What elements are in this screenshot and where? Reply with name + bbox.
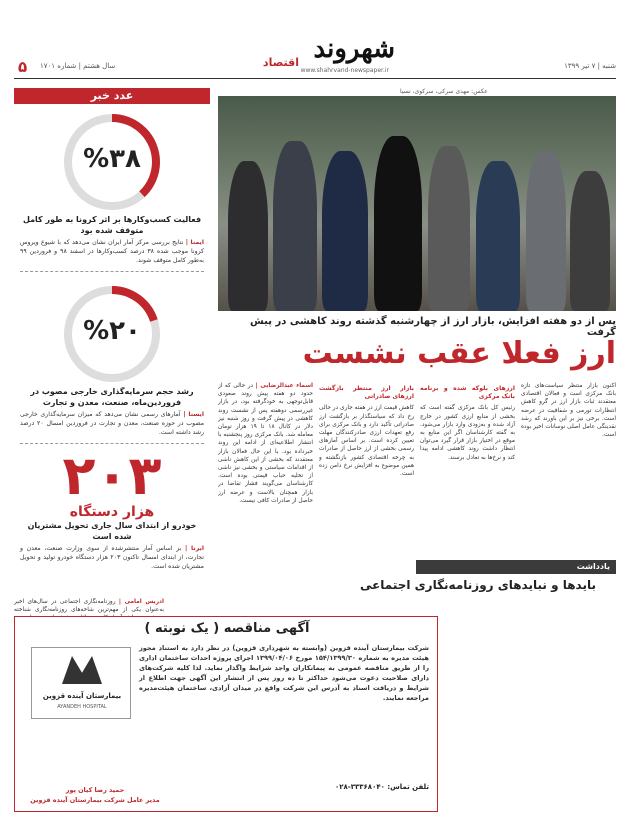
hospital-logo-en: AYANDEH HOSPITAL [57, 704, 107, 710]
big-number-source: ایرنا | [184, 545, 204, 552]
hospital-logo [31, 647, 131, 719]
ad-text: شرکت بیمارستان آینده قزوین (وابسته به شهرداری قزوین) در نظر دارد به استناد مجوز هیئت مدیره به شماره ۱۵۴/۱۳۹۹/۳۰ مورخ ۱۳۹۹/۰۴/۰۶ اجرای پروژه احداث ساختمان اداری را از طریق مناقصه عمومی به پیمانکاران واجد شرایط واگذار نماید. لذا کلیه شرکت‌های دارای صلاحیت دعوت می‌شود حداکثر تا ده روز پس از انتشار این آگهی جهت اطلاع از شرایط و دریافت اسناد به آدرس این شرکت واقع در میدان آزادی، ساختمان هیئت‌مدیره مراجعه نمایند. [139, 644, 430, 702]
ad-signature [25, 785, 165, 805]
gauge-1-value: %۳۸ [83, 144, 141, 174]
gauge-2 [14, 276, 210, 386]
stat-divider [20, 271, 204, 272]
header-divider [14, 78, 616, 79]
article-photo [218, 96, 616, 311]
gauge-2-value: %۲۰ [83, 316, 141, 346]
article-col-4-text: اکنون بازار منتظر سیاست‌های تازه بانک مرکزی است و فعالان اقتصادی معتقدند ثبات بازار ارز در گرو کاهش انتظارات تورمی و شفافیت در عرضه است. برخی نیز بر این باورند که رشد نقدینگی عامل اصلی نوسانات اخیر بوده است. [521, 383, 616, 439]
hospital-logo-icon [62, 656, 102, 684]
gauge-1 [14, 104, 210, 214]
article-headline: ارز فعلا عقب نشست [302, 336, 616, 371]
page-number: ۵ [18, 58, 28, 76]
logo-url: www.shahrvand-newspaper.ir [300, 67, 389, 74]
photo-credit: عکس: مهدی سرکی، سرکوی، نسیا [400, 88, 488, 95]
author-byline: اسماء عبدالرضایی | [255, 383, 313, 389]
logo-section: اقتصاد [262, 56, 299, 69]
tender-ad [14, 616, 438, 812]
photo-person [428, 146, 470, 311]
gauge-2-source: ایسنا | [183, 411, 204, 418]
logo-main: شهروند [313, 34, 395, 64]
ad-sign-role: مدیر عامل شرکت بیمارستان آینده قزوین [30, 796, 160, 804]
article-col-2-text: کاهش قیمت ارز در هفته جاری در حالی رخ داد که سیاستگذار بر بازگشت ارز صادراتی تأکید دارد و بانک مرکزی برای رفع تعهدات ارزی صادرکنندگان مهلت تعیین کرده است. بر اساس آمارهای رسمی بخشی از ارز حاصل از صادرات به چرخه اقتصادی کشور بازنگشته و همین موضوع به افزایش نرخ دامن زده است. [319, 405, 414, 478]
photo-person [526, 151, 566, 311]
note-section-bar [416, 560, 616, 574]
gauge-2-body [14, 408, 210, 439]
ad-sign-name: حمید رضا کیان پور [65, 786, 125, 794]
gauge-2-caption: رشد حجم سرمایه‌گذاری خارجی مصوب در فروردین‌ماه، صنعت، معدن و تجارت [30, 387, 194, 407]
note-title: بایدها و نبایدهای روزنامه‌نگاری اجتماعی [359, 578, 596, 592]
big-number-body [14, 542, 210, 573]
big-number: ۲۰۳ [62, 444, 162, 507]
photo-person [476, 161, 520, 311]
masthead [0, 0, 630, 86]
note-section-label: یادداشت [576, 562, 610, 571]
gauge-1-body [14, 236, 210, 267]
issue-date: شنبه | ۷ تیر ۱۳۹۹ [564, 62, 616, 70]
big-number-unit: هزار دستگاه [69, 504, 155, 520]
issue-number: سال هشتم | شماره ۱۷۰۱ [40, 62, 116, 70]
gauge-1-source: ایمنا | [185, 239, 204, 246]
photo-person [570, 171, 610, 311]
article-subhead: پس از دو هفته افزایش، بازار ارز از چهارشنبه گذشته روند کاهشی در پیش گرفت [250, 316, 616, 338]
stats-header: عدد خبر [14, 88, 210, 104]
article-intertitle-1: بازار ارز منتظر بازگشت ارزهای صادراتی [319, 385, 414, 401]
article-intertitle-2: ارزهای بلوکه شده و برنامه بانک مرکزی [420, 385, 515, 401]
article-col-3-text: رئیس کل بانک مرکزی گفته است که بخشی از منابع ارزی کشور در خارج آزاد شده و به‌زودی وارد بازار می‌شود. به گفته کارشناسان اگر این منابع به موقع در اختیار بازار قرار گیرد می‌توان انتظار داشت روند کاهشی ادامه پیدا کند و نرخ‌ها به تعادل برسند. [420, 405, 515, 461]
gauge-1-text: نتایج بررسی مرکز آمار ایران نشان می‌دهد که با شیوع ویروس کرونا موجب شده ۳۸ درصد کسب‌وکارها در اسفند ۹۸ و فروردین ۹۹ به‌طور کامل متوقف شوند. [20, 239, 204, 264]
photo-person [322, 151, 368, 311]
newspaper-logo [245, 34, 395, 76]
photo-person [228, 161, 268, 311]
gauge-2-text: آمارهای رسمی نشان می‌دهد که میزان سرمایه‌گذاری خارجی مصوب در حوزه صنعت، معدن و تجارت در فروردین امسال ۲۰ درصد رشد داشته است. [20, 411, 205, 436]
photo-person [273, 141, 317, 311]
note-author: ادریس امامی | [118, 599, 164, 605]
ad-phone: تلفن تماس: ۳۳۳۶۸۰۴۰-۰۲۸ [334, 783, 429, 791]
gauge-1-caption: فعالیت کسب‌وکارها بر اثر کرونا به طور کامل متوقف شده بود [22, 215, 202, 235]
note-col-1-text: روزنامه‌نگاری اجتماعی در سال‌های اخیر به‌عنوان یکی از مهم‌ترین شاخه‌های روزنامه‌نگاری شناخته [14, 599, 164, 614]
stats-column [14, 88, 210, 573]
article-col-1-text: در حالی که از حدود دو هفته پیش روند صعودی قابل‌توجهی به خودگرفته بود، در بازار غیررسمی دوهفته پس از نشست روند کاهشی در پیش گرفت و روز شنبه نیز دلار در کانال ۱۸ تا ۱۹ هزار تومان معامله شد. بانک مرکزی روز پنجشنبه با انتشار اطلاعیه‌ای از ادامه این روند خبرداده بود. با این حال فعالان بازار معتقدند که بخشی از این کاهش ناشی از اقدامات سیاستی و بخشی نیز ناشی از تخلیه حباب قیمتی بوده است. کارشناسان می‌گویند فشار تقاضا در بازار همچنان بالاست و عرضه ارز حاصل از صادرات کافی نیست. [218, 383, 313, 504]
photo-person [374, 136, 422, 311]
ad-title: آگهی مناقصه ( یک نوبته ) [144, 621, 310, 636]
big-number-caption: خودرو از ابتدای سال جاری تحویل مشتریان شده است [27, 521, 197, 541]
big-number-text: بر اساس آمار منتشرشده از سوی وزارت صنعت، معدن و تجارت، از ابتدای امسال تاکنون ۲۰۳ هزار دستگاه خودرو تولید و تحویل مشتریان شده است. [20, 545, 204, 570]
hospital-logo-name: بیمارستان آینده قزوین [42, 692, 122, 700]
